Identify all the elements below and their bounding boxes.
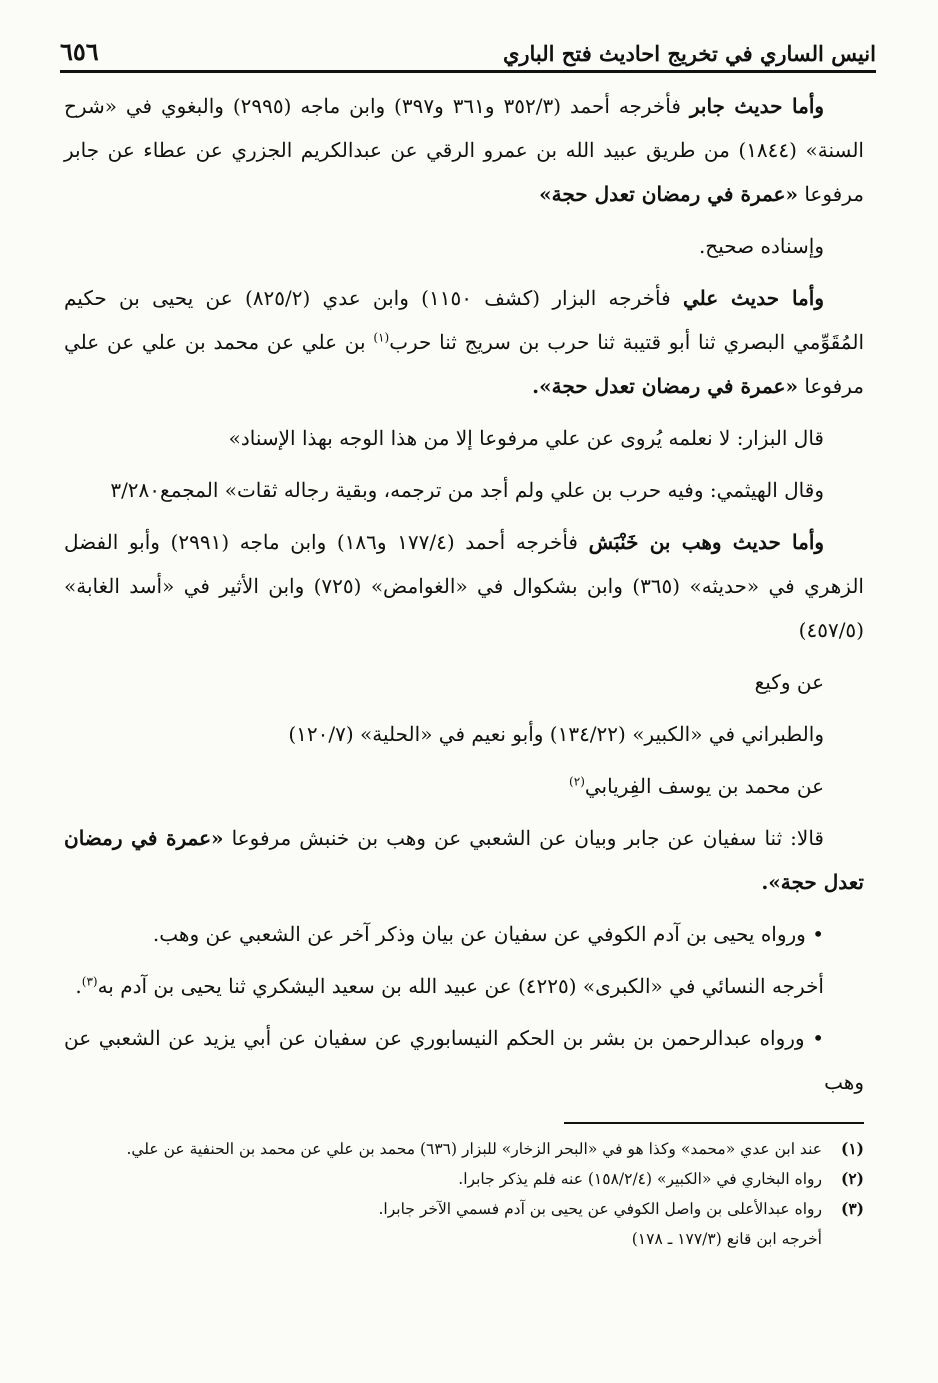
paragraph-text: بن علي عن محمد بن علي عن علي مرفوعا [64, 330, 864, 398]
paragraph-text: والطبراني في «الكبير» (١٣٤/٢٢) وأبو نعيم في «الحلية» (١٢٠/٧) [288, 722, 824, 746]
running-title: انيس الساري في تخريج احاديث فتح الباري [502, 41, 876, 66]
footnote-item [64, 1164, 864, 1194]
paragraph-haythami [64, 468, 864, 512]
section-lead: وأما حديث وهب بن خَنْبَش [588, 530, 825, 554]
paragraph-sufyan [64, 816, 864, 904]
paragraph-yahya [64, 912, 864, 956]
paragraph-text: أخرجه النسائي في «الكبرى» (٤٢٢٥) عن عبيد الله بن سعيد اليشكري ثنا يحيى بن آدم به [97, 974, 824, 998]
footnote-text: عند ابن عدي «محمد» وكذا هو في «البحر الزخار» للبزار (٦٣٦) محمد بن علي عن محمد بن الحنفية عن علي. [126, 1140, 822, 1158]
paragraph-waki [64, 660, 864, 704]
paragraph-jabir [64, 84, 864, 216]
paragraph-text: . [75, 974, 82, 998]
footnote-divider [564, 1122, 864, 1124]
paragraph-text: • ورواه عبدالرحمن بن بشر بن الحكم النيسابوري عن سفيان عن أبي يزيد عن الشعبي عن وهب [64, 1026, 864, 1094]
paragraph-text: عن محمد بن يوسف الفِريابي [584, 774, 824, 798]
paragraph-nasai [64, 964, 864, 1008]
footnote-item [64, 1194, 864, 1224]
main-text [64, 84, 864, 1112]
footnote-ref: (٢) [569, 774, 585, 789]
paragraph-abdulrahman [64, 1016, 864, 1104]
paragraph-bazzar [64, 416, 864, 460]
footnote-ref: (٣) [81, 974, 98, 989]
paragraph-text: وقال الهيثمي: وفيه حرب بن علي ولم أجد من ترجمه، وبقية رجاله ثقات» المجمع٣/٢٨٠ [110, 478, 824, 502]
footnote-number: (١) [840, 1139, 864, 1158]
section-lead: وأما حديث علي [682, 286, 824, 310]
paragraph-text: وإسناده صحيح. [698, 234, 824, 258]
paragraph-ali [64, 276, 864, 408]
footnote-item [64, 1134, 864, 1164]
footnote-item [64, 1224, 864, 1254]
footnote-number: (٣) [840, 1199, 864, 1218]
footnote-text: رواه البخاري في «الكبير» (١٥٨/٢/٤) عنه فلم يذكر جابرا. [458, 1170, 822, 1188]
page-number: ٦٥٦ [60, 37, 99, 66]
paragraph-text: فأخرجه أحمد (١٧٧/٤ و١٨٦) وابن ماجه (٢٩٩١) وأبو الفضل الزهري في «حديثه» (٣٦٥) وابن بشكوال في «الغوامض» (٧٢٥) وابن الأثير في «أسد الغابة» (٤٥٧/٥) [64, 530, 864, 642]
footnote-number [834, 1224, 864, 1254]
paragraph-wahb [64, 520, 864, 652]
paragraph-text: عن وكيع [754, 670, 824, 694]
paragraph-text: قالا: ثنا سفيان عن جابر وبيان عن الشعبي عن وهب بن خنبش مرفوعا [223, 826, 824, 850]
hadith-quote: «عمرة في رمضان تعدل حجة». [64, 826, 864, 894]
paragraph-grading [64, 224, 864, 268]
running-header [60, 22, 876, 73]
paragraph-text: قال البزار: لا نعلمه يُروى عن علي مرفوعا إلا من هذا الوجه بهذا الإسناد» [228, 426, 824, 450]
paragraph-text: • ورواه يحيى بن آدم الكوفي عن سفيان عن بيان وذكر آخر عن الشعبي عن وهب. [152, 922, 824, 946]
hadith-quote: «عمرة في رمضان تعدل حجة» [539, 182, 798, 206]
footnotes [64, 1134, 864, 1254]
hadith-quote: «عمرة في رمضان تعدل حجة». [532, 374, 798, 398]
section-lead: وأما حديث جابر [689, 94, 825, 118]
paragraph-tabarani [64, 712, 864, 756]
paragraph-firyabi [64, 764, 864, 808]
footnote-ref: (١) [373, 330, 390, 345]
footnote-text: أخرجه ابن قانع (١٧٧/٣ ـ ١٧٨) [631, 1230, 822, 1248]
footnote-text: رواه عبدالأعلى بن واصل الكوفي عن يحيى بن آدم فسمي الآخر جابرا. [378, 1200, 822, 1218]
footnote-number: (٢) [840, 1169, 864, 1188]
paragraph-text: فأخرجه البزار (كشف ١١٥٠) وابن عدي (٨٢٥/٢) عن يحيى بن حكيم المُقَوِّمي البصري ثنا أبو قتيبة ثنا حرب بن سريج ثنا حرب [64, 286, 865, 354]
paragraph-text: فأخرجه أحمد (٣٥٢/٣ و٣٦١ و٣٩٧) وابن ماجه (٢٩٩٥) والبغوي في «شرح السنة» (١٨٤٤) من طريق عبيد الله بن عمرو الرقي عن عبدالكريم الجزري عن عطاء عن جابر مرفوعا [64, 94, 864, 206]
